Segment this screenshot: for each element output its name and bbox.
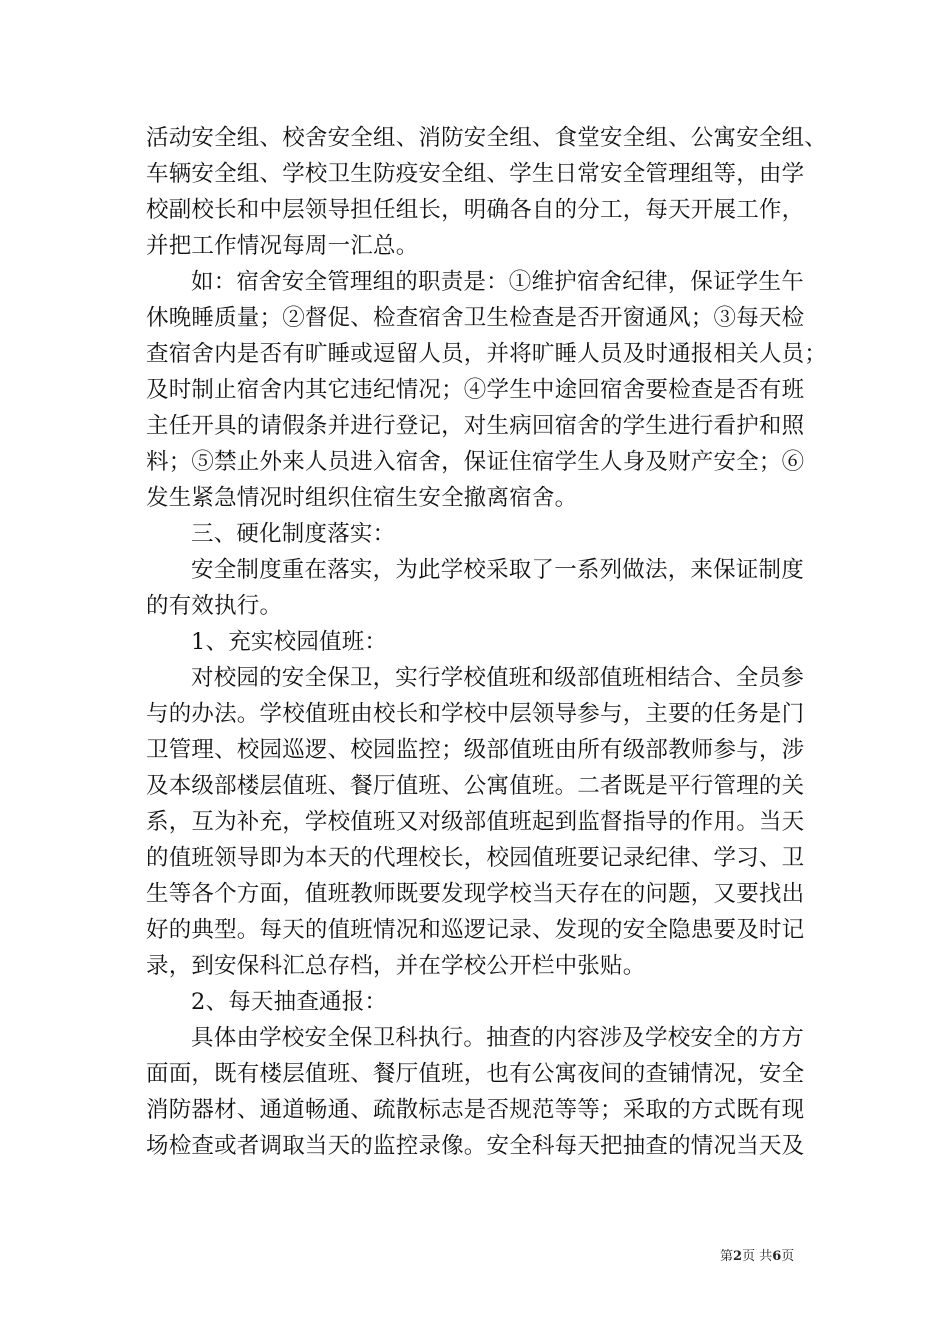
section-heading: 三、硬化制度落实： — [191, 521, 396, 547]
page-number — [720, 1248, 794, 1266]
text-line: 对校园的安全保卫，实行学校值班和级部值班相结合、全员参 — [191, 665, 804, 691]
text-line: 校副校长和中层领导担任组长，明确各自的分工，每天开展工作， — [146, 197, 805, 223]
subsection-heading: 2、每天抽查通报： — [191, 989, 388, 1015]
text-line: 料；⑤禁止外来人员进入宿舍，保证住宿学生人身及财产安全；⑥ — [146, 449, 805, 475]
total-pages: 6 — [772, 1249, 782, 1264]
text-line: 车辆安全组、学校卫生防疫安全组、学生日常安全管理组等，由学 — [146, 161, 805, 187]
text-line: 查宿舍内是否有旷睡或逗留人员，并将旷睡人员及时通报相关人员； — [146, 341, 828, 367]
text-line: 休晚睡质量；②督促、检查宿舍卫生检查是否开窗通风；③每天检 — [146, 305, 805, 331]
text-line: 消防器材、通道畅通、疏散标志是否规范等等；采取的方式既有现 — [146, 1097, 805, 1123]
text-line: 发生紧急情况时组织住宿生安全撤离宿舍。 — [146, 485, 578, 511]
text-line: 并把工作情况每周一汇总。 — [146, 233, 419, 259]
text-line: 及本级部楼层值班、餐厅值班、公寓值班。二者既是平行管理的关 — [146, 773, 805, 799]
text-line: 及时制止宿舍内其它违纪情况；④学生中途回宿舍要检查是否有班 — [146, 377, 805, 403]
text-line: 面面，既有楼层值班、餐厅值班，也有公寓夜间的查铺情况，安全 — [146, 1061, 805, 1087]
text-line: 安全制度重在落实，为此学校采取了一系列做法，来保证制度 — [191, 557, 804, 583]
page-number-suffix: 页 — [781, 1249, 795, 1264]
text-line: 生等各个方面，值班教师既要发现学校当天存在的问题，又要找出 — [146, 881, 805, 907]
text-line: 主任开具的请假条并进行登记，对生病回宿舍的学生进行看护和照 — [146, 413, 805, 439]
text-line: 活动安全组、校舍安全组、消防安全组、食堂安全组、公寓安全组、 — [146, 125, 828, 151]
text-line: 如：宿舍安全管理组的职责是：①维护宿舍纪律，保证学生午 — [191, 269, 804, 295]
text-line: 好的典型。每天的值班情况和巡逻记录、发现的安全隐患要及时记 — [146, 917, 805, 943]
subsection-heading: 1、充实校园值班： — [191, 629, 388, 655]
page-number-prefix: 第 — [720, 1249, 734, 1264]
text-line: 录，到安保科汇总存档，并在学校公开栏中张贴。 — [146, 953, 646, 979]
text-line: 卫管理、校园巡逻、校园监控；级部值班由所有级部教师参与，涉 — [146, 737, 805, 763]
current-page: 2 — [733, 1249, 743, 1264]
text-line: 具体由学校安全保卫科执行。抽查的内容涉及学校安全的方方 — [191, 1025, 804, 1051]
text-line: 的有效执行。 — [146, 593, 283, 619]
text-line: 与的办法。学校值班由校长和学校中层领导参与，主要的任务是门 — [146, 701, 805, 727]
text-line: 的值班领导即为本天的代理校长，校园值班要记录纪律、学习、卫 — [146, 845, 805, 871]
text-line: 场检查或者调取当天的监控录像。安全科每天把抽查的情况当天及 — [146, 1133, 805, 1159]
page-number-middle: 页 共 — [742, 1249, 773, 1264]
text-line: 系，互为补充，学校值班又对级部值班起到监督指导的作用。当天 — [146, 809, 805, 835]
